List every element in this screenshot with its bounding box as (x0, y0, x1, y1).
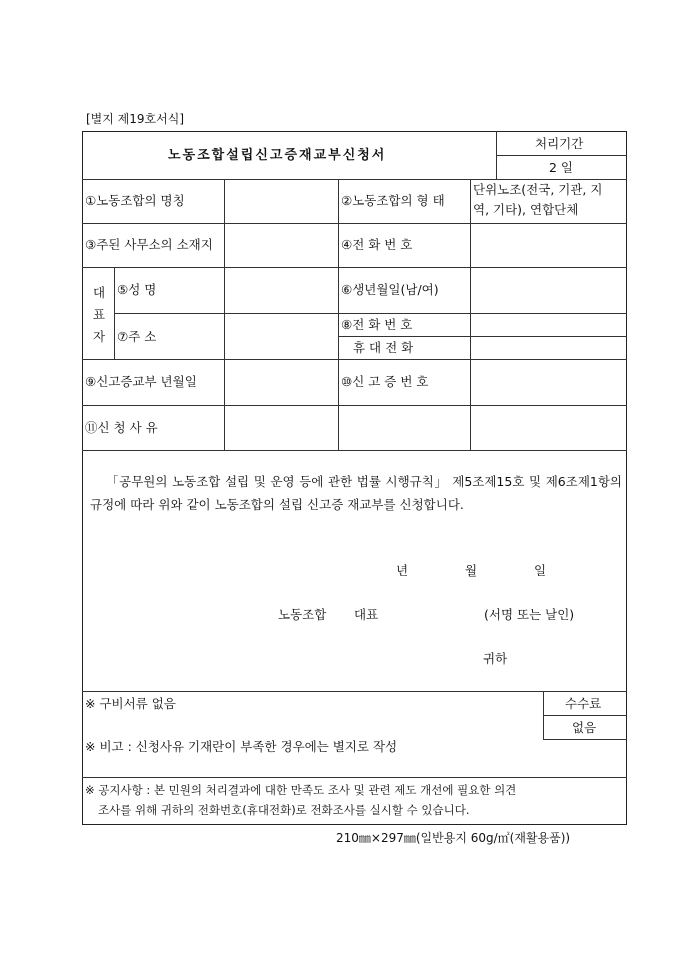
representative-label-char: 표 (93, 307, 106, 322)
fee-label: 수수료 (565, 696, 602, 711)
column-divider (470, 179, 471, 450)
paper-spec: 210㎜×297㎜(일반용지 60g/㎡(재활용품)) (336, 831, 571, 845)
row-divider (82, 179, 627, 180)
phone-label: ④전 화 번 호 (341, 237, 413, 252)
union-type-value: 역, 기타), 연합단체 (473, 202, 579, 217)
remarks-note: ※ 비고 : 신청사유 기재란이 부족한 경우에는 별지로 작성 (85, 739, 398, 754)
row-divider (82, 691, 627, 692)
required-documents: ※ 구비서류 없음 (85, 696, 176, 711)
processing-period-label: 처리기간 (535, 136, 584, 151)
row-divider (82, 223, 627, 224)
row-divider (82, 777, 627, 778)
date-month-label: 월 (465, 563, 478, 578)
signature-placeholder: (서명 또는 날인) (484, 607, 575, 622)
signature-union-label: 노동조합 (278, 607, 327, 622)
representative-label-char: 자 (93, 329, 106, 344)
office-address-label: ③주된 사무소의 소재지 (85, 237, 213, 252)
row-divider (114, 313, 627, 314)
union-name-label: ①노동조합의 명칭 (85, 193, 185, 208)
rep-mobile-label: 휴 대 전 화 (353, 340, 414, 355)
notice-text: 조사를 위해 귀하의 전화번호(휴대전화)로 전화조사를 실시할 수 있습니다. (98, 803, 470, 817)
notice-text: ※ 공지사항 : 본 민원의 처리결과에 대한 만족도 조사 및 관련 제도 개선에 필요한 의견 (85, 783, 517, 797)
application-statement: 「공무원의 노동조합 설립 및 운영 등에 관한 법률 시행규칙」 제5조제15호 및 제6조제1항의 규정에 따라 위와 같이 노동조합의 설립 신고증 재교부를 신청합니다. (90, 474, 622, 512)
rep-phone-label: ⑧전 화 번 호 (341, 317, 413, 332)
representative-label-char: 대 (93, 285, 106, 300)
signature-rep-label: 대표 (354, 607, 379, 622)
row-divider (543, 739, 627, 740)
row-divider (82, 267, 627, 268)
column-divider (114, 267, 115, 359)
union-type-label: ②노동조합의 형 태 (341, 193, 445, 208)
cert-number-label: ⑩신 고 증 번 호 (341, 374, 429, 389)
row-divider (496, 155, 627, 156)
column-divider (543, 691, 544, 739)
rep-birth-label: ⑥생년월일(남/여) (341, 282, 439, 297)
form-reference: [별지 제19호서식] (86, 112, 184, 126)
reason-label: ⑪신 청 사 유 (85, 420, 158, 435)
processing-period-value: 2 일 (549, 160, 574, 175)
addressee: 귀하 (483, 651, 508, 666)
column-divider (338, 179, 339, 450)
row-divider (82, 405, 627, 406)
column-divider (224, 179, 225, 450)
row-divider (82, 359, 627, 360)
row-divider (82, 450, 627, 451)
row-divider (338, 336, 627, 337)
rep-name-label: ⑤성 명 (117, 282, 157, 297)
fee-value: 없음 (572, 720, 597, 735)
column-divider (496, 131, 497, 179)
form-title: 노동조합설립신고증재교부신청서 (168, 148, 387, 163)
date-year-label: 년 (396, 563, 409, 578)
row-divider (543, 715, 627, 716)
rep-address-label: ⑦주 소 (117, 329, 157, 344)
issue-date-label: ⑨신고증교부 년월일 (85, 374, 197, 389)
union-type-value: 단위노조(전국, 기관, 지 (473, 182, 603, 197)
date-day-label: 일 (534, 563, 547, 578)
